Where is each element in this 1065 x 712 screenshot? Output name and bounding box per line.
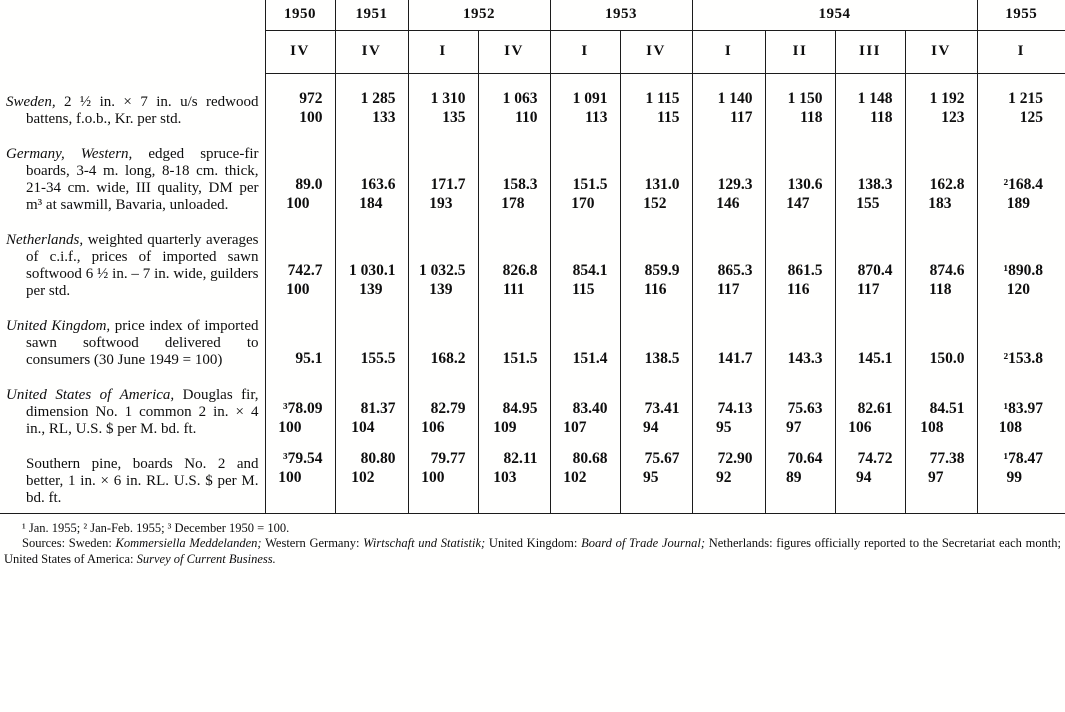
- index-value: 92: [716, 468, 732, 486]
- table-row-sweden: [0, 74, 1065, 134]
- price-value: 155.5: [360, 349, 396, 367]
- price-value: 80.80: [360, 449, 396, 467]
- cell-netherlands-4: [550, 220, 620, 306]
- price-value: 83.40: [572, 399, 608, 417]
- index-value: 95: [716, 418, 732, 436]
- index-value: 139: [359, 280, 383, 298]
- year-header-row: [0, 0, 1065, 31]
- cell-sweden-8: [835, 74, 905, 134]
- cell-germany-western-6: [692, 134, 765, 220]
- index-value: 102: [563, 468, 587, 486]
- price-value: 826.8: [502, 261, 538, 279]
- table-body: [0, 74, 1065, 514]
- cell-sweden-0: [265, 74, 335, 134]
- index-value: 89: [786, 468, 802, 486]
- index-value: 100: [278, 418, 302, 436]
- cell-usa-southern-pine-8: [835, 444, 905, 514]
- index-value: 106: [421, 418, 445, 436]
- cell-united-kingdom-4: [550, 306, 620, 375]
- index-value: 146: [716, 194, 740, 212]
- price-value: 89.0: [295, 175, 323, 193]
- quarter-header-1950-IV: IV: [265, 31, 335, 74]
- cell-germany-western-5: [620, 134, 692, 220]
- price-value: 138.5: [644, 349, 680, 367]
- price-value: ¹78.47: [1003, 449, 1043, 467]
- cell-usa-southern-pine-5: [620, 444, 692, 514]
- quarter-header-1954-II: II: [765, 31, 835, 74]
- index-value: 99: [1006, 468, 1022, 486]
- cell-sweden-9: [905, 74, 977, 134]
- footnotes: [0, 514, 1065, 568]
- price-value: 81.37: [360, 399, 396, 417]
- year-header-1954: 1954: [692, 0, 977, 31]
- cell-germany-western-3: [478, 134, 550, 220]
- index-value: 189: [1006, 194, 1030, 212]
- price-value: 84.95: [502, 399, 538, 417]
- cell-sweden-1: [335, 74, 408, 134]
- price-value: 84.51: [929, 399, 965, 417]
- index-value: 183: [928, 194, 952, 212]
- price-value: 1 150: [787, 89, 823, 107]
- quarter-header-1954-IV: IV: [905, 31, 977, 74]
- cell-germany-western-1: [335, 134, 408, 220]
- cell-sweden-5: [620, 74, 692, 134]
- price-value: 854.1: [572, 261, 608, 279]
- index-value: 120: [1006, 280, 1030, 298]
- index-value: 95: [643, 468, 659, 486]
- index-value: 152: [643, 194, 667, 212]
- index-value: 116: [787, 280, 810, 298]
- index-value: 116: [644, 280, 667, 298]
- cell-usa-douglas-fir-2: [408, 375, 478, 444]
- corner-blank-cell: [0, 0, 265, 74]
- index-value: 97: [786, 418, 802, 436]
- index-value: 100: [421, 468, 445, 486]
- index-value: 100: [278, 468, 302, 486]
- price-value: 742.7: [287, 261, 323, 279]
- price-value: 162.8: [929, 175, 965, 193]
- price-value: 865.3: [717, 261, 753, 279]
- price-value: 75.63: [787, 399, 823, 417]
- index-value: 103: [493, 468, 517, 486]
- cell-usa-douglas-fir-7: [765, 375, 835, 444]
- cell-germany-western-9: [905, 134, 977, 220]
- index-value: 115: [572, 280, 595, 298]
- index-value: 125: [1019, 108, 1043, 126]
- index-value: 107: [563, 418, 587, 436]
- index-value: 117: [857, 280, 880, 298]
- price-value: 77.38: [929, 449, 965, 467]
- quarter-header-1952-I: I: [408, 31, 478, 74]
- cell-germany-western-7: [765, 134, 835, 220]
- row-label-sweden: Sweden, 2 ½ in. × 7 in. u/s redwood battens, f.o.b., Kr. per std.: [6, 93, 259, 127]
- price-value: 143.3: [787, 349, 823, 367]
- price-value: 75.67: [644, 449, 680, 467]
- index-value: 178: [501, 194, 525, 212]
- table-row-usa-douglas-fir: [0, 375, 1065, 444]
- cell-usa-douglas-fir-0: [265, 375, 335, 444]
- price-value: ³79.54: [282, 449, 323, 467]
- price-value: 861.5: [787, 261, 823, 279]
- cell-germany-western-0: [265, 134, 335, 220]
- index-value: 193: [429, 194, 453, 212]
- cell-united-kingdom-10: [977, 306, 1065, 375]
- price-value: ¹890.8: [1003, 261, 1043, 279]
- price-value: 874.6: [929, 261, 965, 279]
- cell-usa-douglas-fir-8: [835, 375, 905, 444]
- row-label-usa-southern-pine: Southern pine, boards No. 2 and better, 1 in. × 6 in. RL. U.S. $ per M. bd. ft.: [0, 444, 265, 514]
- cell-netherlands-10: [977, 220, 1065, 306]
- price-value: 70.64: [787, 449, 823, 467]
- cell-usa-southern-pine-2: [408, 444, 478, 514]
- quarter-header-1954-III: III: [835, 31, 905, 74]
- quarter-header-1953-I: I: [550, 31, 620, 74]
- row-label-usa-douglas-fir: United States of America, Douglas fir, dimension No. 1 common 2 in. × 4 in., RL, U.S. $ per M. bd. ft.: [6, 386, 259, 437]
- cell-netherlands-0: [265, 220, 335, 306]
- cell-united-kingdom-1: [335, 306, 408, 375]
- footnote-symbols: ¹ Jan. 1955; ² Jan-Feb. 1955; ³ December 1950 = 100.: [22, 520, 290, 535]
- cell-usa-southern-pine-4: [550, 444, 620, 514]
- cell-netherlands-3: [478, 220, 550, 306]
- index-value: 110: [515, 108, 538, 126]
- cell-usa-douglas-fir-3: [478, 375, 550, 444]
- cell-usa-douglas-fir-10: [977, 375, 1065, 444]
- cell-germany-western-4: [550, 134, 620, 220]
- price-value: 74.72: [857, 449, 893, 467]
- price-value: 163.6: [360, 175, 396, 193]
- row-label-netherlands: Netherlands, weighted quarterly averages of c.i.f., prices of imported sawn softwood 6 ½ in. – 7 in. wide, guilders per std.: [6, 231, 259, 299]
- price-value: 95.1: [295, 349, 323, 367]
- row-label-germany-western: Germany, Western, edged spruce-fir boards, 3-4 m. long, 8-18 cm. thick, 21-34 cm. wide, III quality, DM per m³ at sawmill, Bavaria, unloaded.: [6, 145, 259, 213]
- price-value: 870.4: [857, 261, 893, 279]
- price-value: 138.3: [857, 175, 893, 193]
- price-value: 1 192: [929, 89, 965, 107]
- cell-usa-douglas-fir-9: [905, 375, 977, 444]
- year-header-1950: 1950: [265, 0, 335, 31]
- cell-sweden-7: [765, 74, 835, 134]
- price-value: 1 140: [717, 89, 753, 107]
- index-value: 111: [502, 280, 525, 298]
- index-value: 106: [848, 418, 872, 436]
- price-value: 151.5: [502, 349, 538, 367]
- cell-united-kingdom-6: [692, 306, 765, 375]
- cell-united-kingdom-5: [620, 306, 692, 375]
- cell-usa-southern-pine-10: [977, 444, 1065, 514]
- cell-netherlands-9: [905, 220, 977, 306]
- index-value: 118: [870, 108, 893, 126]
- index-value: 113: [585, 108, 608, 126]
- cell-usa-southern-pine-7: [765, 444, 835, 514]
- cell-sweden-10: [977, 74, 1065, 134]
- index-value: 133: [372, 108, 396, 126]
- price-value: 151.4: [572, 349, 608, 367]
- index-value: 118: [929, 280, 952, 298]
- year-header-1952: 1952: [408, 0, 550, 31]
- index-value: 94: [856, 468, 872, 486]
- cell-netherlands-5: [620, 220, 692, 306]
- price-value: 1 215: [1008, 89, 1043, 107]
- index-value: 155: [856, 194, 880, 212]
- index-value: 104: [351, 418, 375, 436]
- cell-netherlands-2: [408, 220, 478, 306]
- cell-usa-southern-pine-9: [905, 444, 977, 514]
- cell-netherlands-6: [692, 220, 765, 306]
- cell-netherlands-7: [765, 220, 835, 306]
- cell-usa-douglas-fir-1: [335, 375, 408, 444]
- price-value: 1 032.5: [419, 261, 466, 279]
- year-header-1955: 1955: [977, 0, 1065, 31]
- cell-netherlands-1: [335, 220, 408, 306]
- table-row-netherlands: [0, 220, 1065, 306]
- index-value: 117: [717, 280, 740, 298]
- quarter-header-1953-IV: IV: [620, 31, 692, 74]
- price-value: 1 091: [572, 89, 608, 107]
- index-value: 102: [351, 468, 375, 486]
- table-row-usa-southern-pine: [0, 444, 1065, 514]
- index-value: 115: [657, 108, 680, 126]
- price-value: 129.3: [717, 175, 753, 193]
- price-value: 1 148: [857, 89, 893, 107]
- index-value: 100: [299, 108, 323, 126]
- quarter-header-1951-IV: IV: [335, 31, 408, 74]
- price-value: ²153.8: [1003, 349, 1043, 367]
- price-value: 145.1: [857, 349, 893, 367]
- index-value: 109: [493, 418, 517, 436]
- price-value: 1 310: [430, 89, 466, 107]
- quarter-header-1955-I: I: [977, 31, 1065, 74]
- price-value: 131.0: [644, 175, 680, 193]
- price-value: 168.2: [430, 349, 466, 367]
- price-value: 171.7: [430, 175, 466, 193]
- index-value: 170: [571, 194, 595, 212]
- price-value: 158.3: [502, 175, 538, 193]
- price-value: ³78.09: [282, 399, 323, 417]
- cell-usa-southern-pine-6: [692, 444, 765, 514]
- cell-united-kingdom-7: [765, 306, 835, 375]
- index-value: 100: [286, 280, 310, 298]
- index-value: 139: [429, 280, 453, 298]
- price-value: 1 063: [502, 89, 538, 107]
- cell-sweden-6: [692, 74, 765, 134]
- cell-germany-western-8: [835, 134, 905, 220]
- cell-sweden-2: [408, 74, 478, 134]
- price-value: 141.7: [717, 349, 753, 367]
- cell-usa-southern-pine-0: [265, 444, 335, 514]
- cell-netherlands-8: [835, 220, 905, 306]
- year-header-1951: 1951: [335, 0, 408, 31]
- index-value: 147: [786, 194, 810, 212]
- index-value: 100: [286, 194, 310, 212]
- table-row-united-kingdom: [0, 306, 1065, 375]
- price-value: ²168.4: [1003, 175, 1043, 193]
- cell-united-kingdom-9: [905, 306, 977, 375]
- index-value: 184: [359, 194, 383, 212]
- index-value: 117: [730, 108, 753, 126]
- index-value: 94: [643, 418, 659, 436]
- price-value: 82.11: [503, 449, 538, 467]
- quarter-header-1954-I: I: [692, 31, 765, 74]
- price-value: 130.6: [787, 175, 823, 193]
- cell-usa-douglas-fir-5: [620, 375, 692, 444]
- price-value: 1 030.1: [349, 261, 396, 279]
- index-value: 108: [998, 418, 1022, 436]
- price-value: 79.77: [430, 449, 466, 467]
- cell-united-kingdom-3: [478, 306, 550, 375]
- cell-united-kingdom-8: [835, 306, 905, 375]
- cell-usa-southern-pine-3: [478, 444, 550, 514]
- cell-united-kingdom-2: [408, 306, 478, 375]
- price-value: 80.68: [572, 449, 608, 467]
- price-value: 82.79: [430, 399, 466, 417]
- price-value: 150.0: [929, 349, 965, 367]
- row-label-united-kingdom: United Kingdom, price index of imported sawn softwood delivered to consumers (30 June 1949 = 100): [6, 317, 259, 368]
- index-value: 108: [920, 418, 944, 436]
- cell-united-kingdom-0: [265, 306, 335, 375]
- cell-germany-western-2: [408, 134, 478, 220]
- price-value: 1 285: [360, 89, 396, 107]
- cell-sweden-4: [550, 74, 620, 134]
- price-value: 73.41: [644, 399, 680, 417]
- price-value: 151.5: [572, 175, 608, 193]
- cell-sweden-3: [478, 74, 550, 134]
- index-value: 123: [941, 108, 965, 126]
- price-value: 972: [299, 89, 323, 107]
- cell-usa-southern-pine-1: [335, 444, 408, 514]
- index-value: 97: [928, 468, 944, 486]
- index-value: 118: [800, 108, 823, 126]
- quarter-header-1952-IV: IV: [478, 31, 550, 74]
- cell-usa-douglas-fir-4: [550, 375, 620, 444]
- year-header-1953: 1953: [550, 0, 692, 31]
- table-row-germany-western: [0, 134, 1065, 220]
- price-value: ¹83.97: [1003, 399, 1043, 417]
- cell-usa-douglas-fir-6: [692, 375, 765, 444]
- price-value: 859.9: [644, 261, 680, 279]
- price-value: 74.13: [717, 399, 753, 417]
- index-value: 135: [442, 108, 466, 126]
- price-value: 82.61: [857, 399, 893, 417]
- cell-germany-western-10: [977, 134, 1065, 220]
- footnote-sources: Sources: Sweden: Kommersiella Meddelanden; Western Germany: Wirtschaft und Statistik; United Kingdom: Board of Trade Journal; Netherlands: figures officially reported to the Secretariat each month; United States of America: Survey of Current Business.: [4, 536, 1062, 566]
- price-value: 72.90: [717, 449, 753, 467]
- price-value: 1 115: [645, 89, 680, 107]
